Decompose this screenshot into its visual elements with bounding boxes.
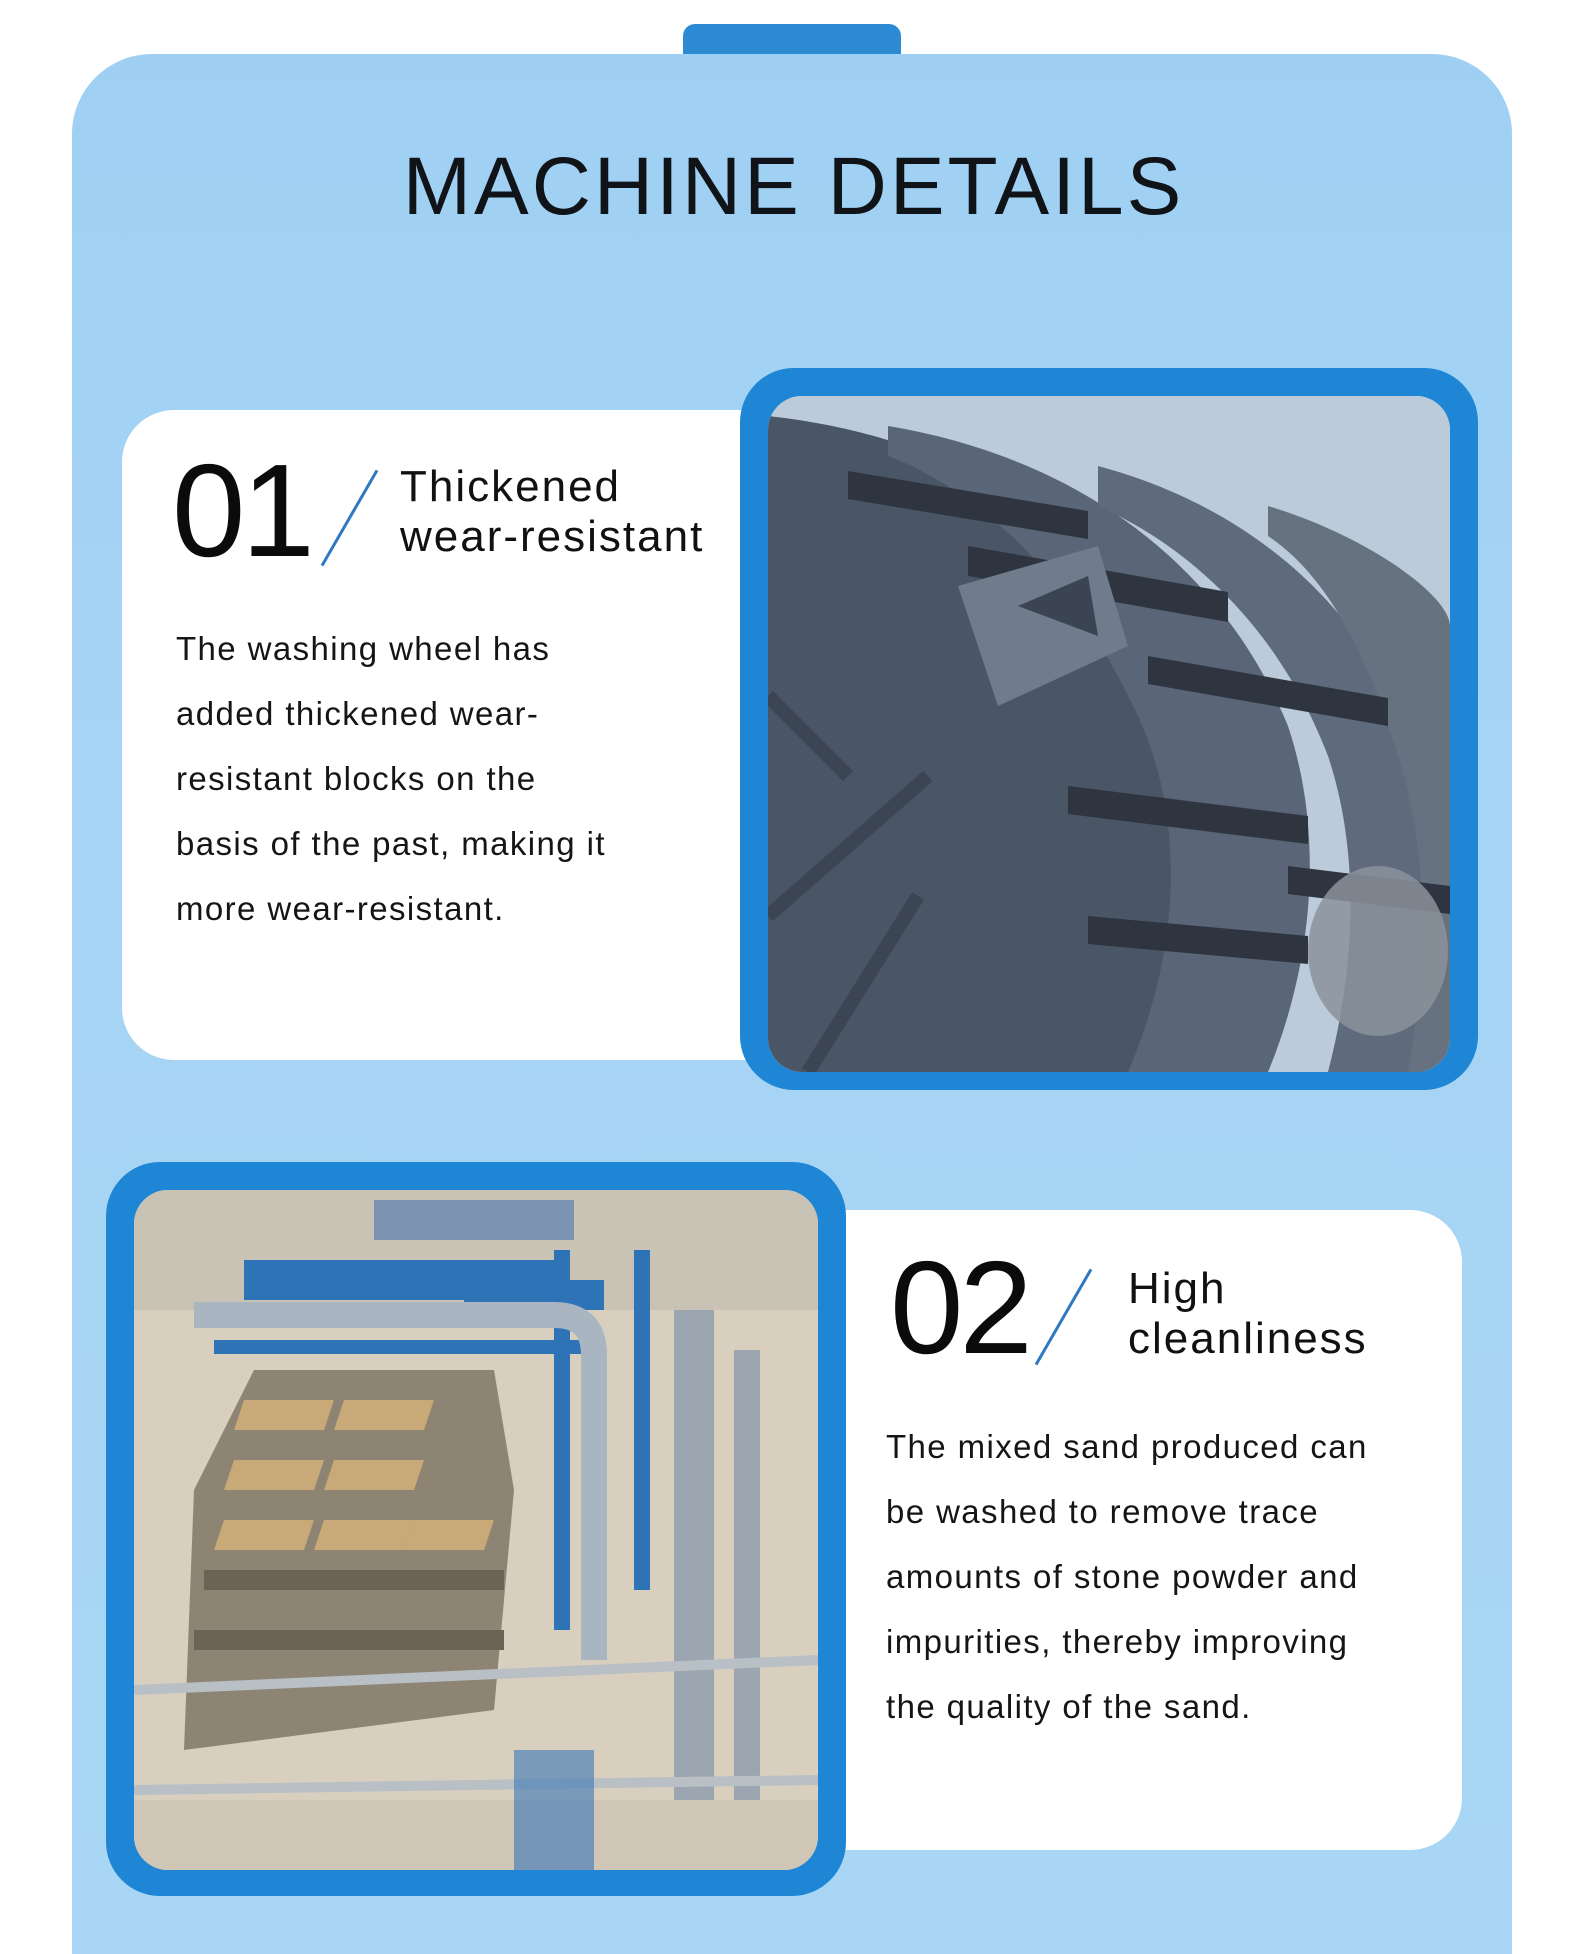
feature-description-2-line: amounts of stone powder and — [886, 1558, 1359, 1595]
washing-wheel-illustration — [768, 396, 1450, 1072]
feature-description-2 — [886, 1414, 1466, 1739]
feature-title-1-line2: wear-resistant — [400, 512, 705, 561]
feature-description-2-line: be washed to remove trace — [886, 1493, 1320, 1530]
page-title: MACHINE DETAILS — [402, 141, 1185, 232]
feature-description-2-line: impurities, thereby improving — [886, 1623, 1349, 1660]
feature-description-1-line: more wear-resistant. — [176, 890, 505, 927]
feature-description-1-line: The washing wheel has — [176, 630, 551, 667]
feature-description-1-line: resistant blocks on the — [176, 760, 537, 797]
feature-number-1: 01 — [172, 437, 311, 584]
feature-description-1-line: basis of the past, making it — [176, 825, 606, 862]
feature-description-2-line: the quality of the sand. — [886, 1688, 1252, 1725]
feature-title-2-line2: cleanliness — [1128, 1314, 1368, 1363]
feature-description-1 — [176, 616, 776, 941]
feature-title-2-line1: High — [1128, 1264, 1227, 1313]
feature-description-2-line: The mixed sand produced can — [886, 1428, 1368, 1465]
sand-washing-plant-illustration — [134, 1190, 818, 1870]
feature-title-2 — [1128, 1264, 1368, 1364]
feature-number-2: 02 — [890, 1234, 1029, 1381]
feature-title-1-line1: Thickened — [400, 462, 622, 511]
sand-washing-plant-photo — [134, 1190, 818, 1870]
feature-description-1-line: added thickened wear- — [176, 695, 540, 732]
washing-wheel-photo — [768, 396, 1450, 1072]
feature-title-1 — [400, 462, 704, 562]
